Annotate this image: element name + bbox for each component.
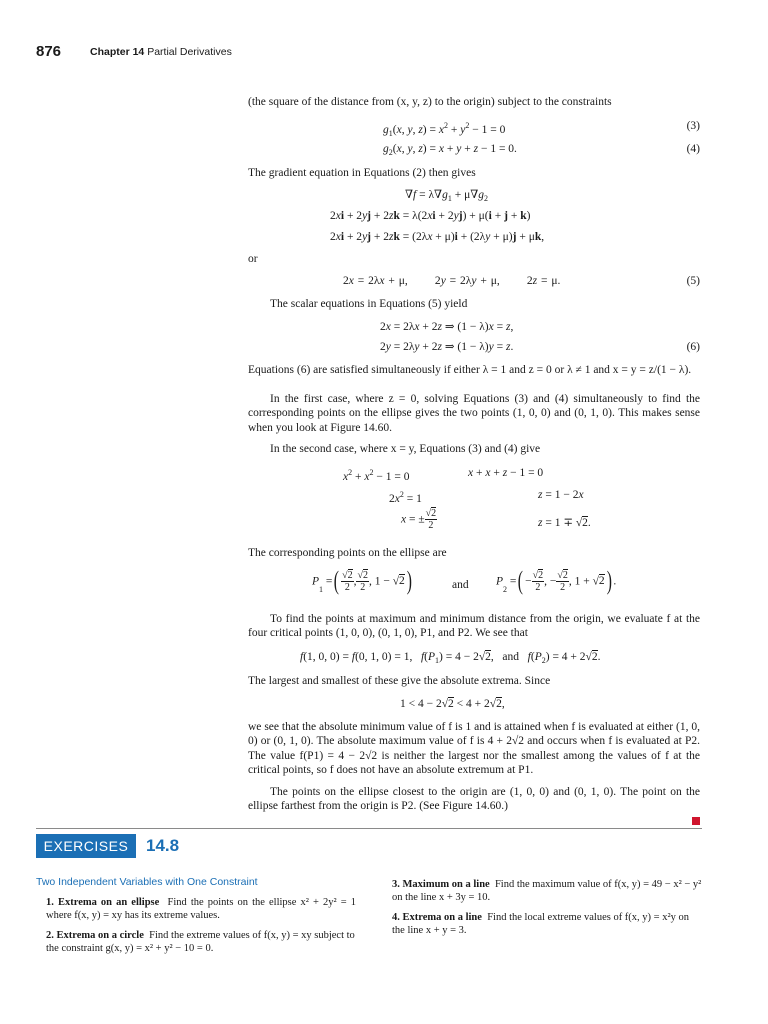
paragraph-closest xyxy=(248,785,700,825)
section-divider xyxy=(36,828,702,829)
paragraph-largest: The largest and smallest of these give the absolute extrema. Since xyxy=(248,675,551,687)
equation-4: $g_2(x$, y, z) = x + y + z − 1 = 0. xyxy=(383,143,517,157)
equation-label: (6) xyxy=(686,341,700,353)
paragraph-second-case: In the second case, where x = y, Equations (3) and (4) give xyxy=(270,443,541,455)
equation-label: (3) xyxy=(686,120,700,132)
gradient-equation-3: 2xi + 2yj + 2zk = (2λx + μ)i + (2λy + μ)j + μk, xyxy=(330,231,545,243)
exercises-section-number: 14.8 xyxy=(146,836,180,855)
gradient-equation-2: 2xi + 2yj + 2zk = λ(2xi + 2yj) + μ(i + j + k) xyxy=(330,210,531,222)
exercise-text: Find the maximum value of f(x, y) = 49 − x² − y² on the line x + 3y = 10. xyxy=(392,879,702,903)
exercises-heading: Two Independent Variables with One Constraint xyxy=(36,876,258,888)
exercise-item: 1. Extrema on an ellipse Find the points on the ellipse x² + 2y² = 1 where f(x, y) = xy has its extreme values. xyxy=(46,897,357,921)
case-equation-right-1: x + x + z − 1 = 0 xyxy=(468,467,544,479)
paragraph-first-case: In the first case, where z = 0, solving Equations (3) and (4) simultaneously to find the corresponding points on the ellipse gives the two points (1, 0, 0) and (0, 1, 0). This makes sense when you look at Figure 14.60. xyxy=(248,393,700,434)
or-text: or xyxy=(248,253,258,265)
exercise-title: Extrema on a circle xyxy=(56,930,144,941)
inequality-equation: 1 < 4 − 2√2 < 4 + 2√2, xyxy=(400,698,505,710)
chapter-title: Partial Derivatives xyxy=(147,46,232,58)
exercises-badge: EXERCISES xyxy=(36,834,136,858)
point-p2: $P_2$ =( − $\frac{√2}{2}$ , − $\frac{√2}{2}$ , 1 + √2) . xyxy=(496,566,617,596)
end-of-example-mark xyxy=(692,817,700,825)
case-equation-left-2: $2x^2 = 1$ xyxy=(389,490,422,505)
exercise-item: 3. Maximum on a line Find the maximum value of f(x, y) = 49 − x² − y² on the line x + 3y = 10. xyxy=(392,879,702,903)
equation-label: (5) xyxy=(686,275,700,287)
paragraph-critical: To find the points at maximum and minimum distance from the origin, we evaluate f at the four critical points (1, 0, 0), (0, 1, 0), P1, and P2. We see that xyxy=(248,613,700,640)
exercise-title: Extrema on a line xyxy=(402,912,482,923)
page-number: 876 xyxy=(36,43,62,60)
equation-label: (4) xyxy=(686,143,700,155)
point-p1: $P_1$ =( $\frac{√2}{2}$ , $\frac{√2}{2}$ , 1 − √2) xyxy=(312,566,412,596)
intro-text: (the square of the distance from (x, y, z) to the origin) subject to the constraints xyxy=(248,96,612,108)
and-text: and xyxy=(452,579,469,591)
case-equation-right-3: z = 1 ∓ √2. xyxy=(538,517,591,529)
exercise-text: Find the extreme values of f(x, y) = xy subject to the constraint g(x, y) = x² + y² − 10 = 0. xyxy=(46,930,355,954)
chapter-number: Chapter 14 xyxy=(90,46,145,58)
exercise-item: 2. Extrema on a circle Find the extreme values of f(x, y) = xy subject to the constraint g(x, y) = x² + y² − 10 = 0. xyxy=(46,930,355,954)
paragraph-absolute: we see that the absolute minimum value of f is 1 and is attained when f is evaluated at either (1, 0, 0) or (0, 1, 0). The absolute maximum value of f is 4 + 2√2 and occurs when f is evaluated at P2. The value f(P1) = 4 − 2√2 is neither the largest nor the smallest among the values of f at the critical points, so f does not have an absolute extremum at P1. xyxy=(248,721,700,777)
case-equation-left-3: x = ± $\frac{√2}{2}$ xyxy=(401,508,437,531)
paragraph-satisfied: Equations (6) are satisfied simultaneously if either λ = 1 and z = 0 or λ ≠ 1 and x = y = z/(1 − λ). xyxy=(248,364,692,376)
equation-6b: 2y = 2λy + 2z ⇒ (1 − λ)y = z. xyxy=(380,341,514,353)
chapter-label xyxy=(90,46,232,58)
values-equation: f(1, 0, 0) = f(0, 1, 0) = 1, $f(P_1) = 4 - 2√2$, and $f(P_2) = 4 + 2√2$. xyxy=(300,651,601,665)
paragraph-closest-text: The points on the ellipse closest to the origin are (1, 0, 0) and (0, 1, 0). The point on the ellipse farthest from the origin is P2. (See Figure 14.60.) xyxy=(248,786,700,813)
exercise-item: 4. Extrema on a line Find the local extreme values of f(x, y) = x²y on the line x + y = 3. xyxy=(392,912,689,936)
equation-5: 2x = 2λx + μ, 2y = 2λy + μ, 2z = μ. xyxy=(343,275,561,287)
case-equation-left-1: $x^2 + x^2 - 1 = 0$ xyxy=(343,468,410,483)
scalar-intro: The scalar equations in Equations (5) yield xyxy=(270,298,468,310)
gradient-equation-1: $\nabla f = \lambda\nabla g_1 + \mu\nabla g_2$ xyxy=(405,189,489,203)
exercise-title: Maximum on a line xyxy=(402,879,490,890)
gradient-intro: The gradient equation in Equations (2) then gives xyxy=(248,167,476,179)
exercise-title: Extrema on an ellipse xyxy=(57,897,160,908)
equation-6a: 2x = 2λx + 2z ⇒ (1 − λ)x = z, xyxy=(380,321,514,333)
case-equation-right-2: z = 1 − 2x xyxy=(538,489,584,501)
equation-3: $g_1(x$, y, $z) = x^2 + y^2 - 1 = 0$ xyxy=(383,121,506,138)
exercise-text: Find the local extreme values of f(x, y) = x²y on the line x + y = 3. xyxy=(392,912,689,936)
points-intro: The corresponding points on the ellipse are xyxy=(248,547,447,559)
exercise-text: Find the points on the ellipse x² + 2y² = 1 where f(x, y) = xy has its extreme values. xyxy=(46,897,357,921)
